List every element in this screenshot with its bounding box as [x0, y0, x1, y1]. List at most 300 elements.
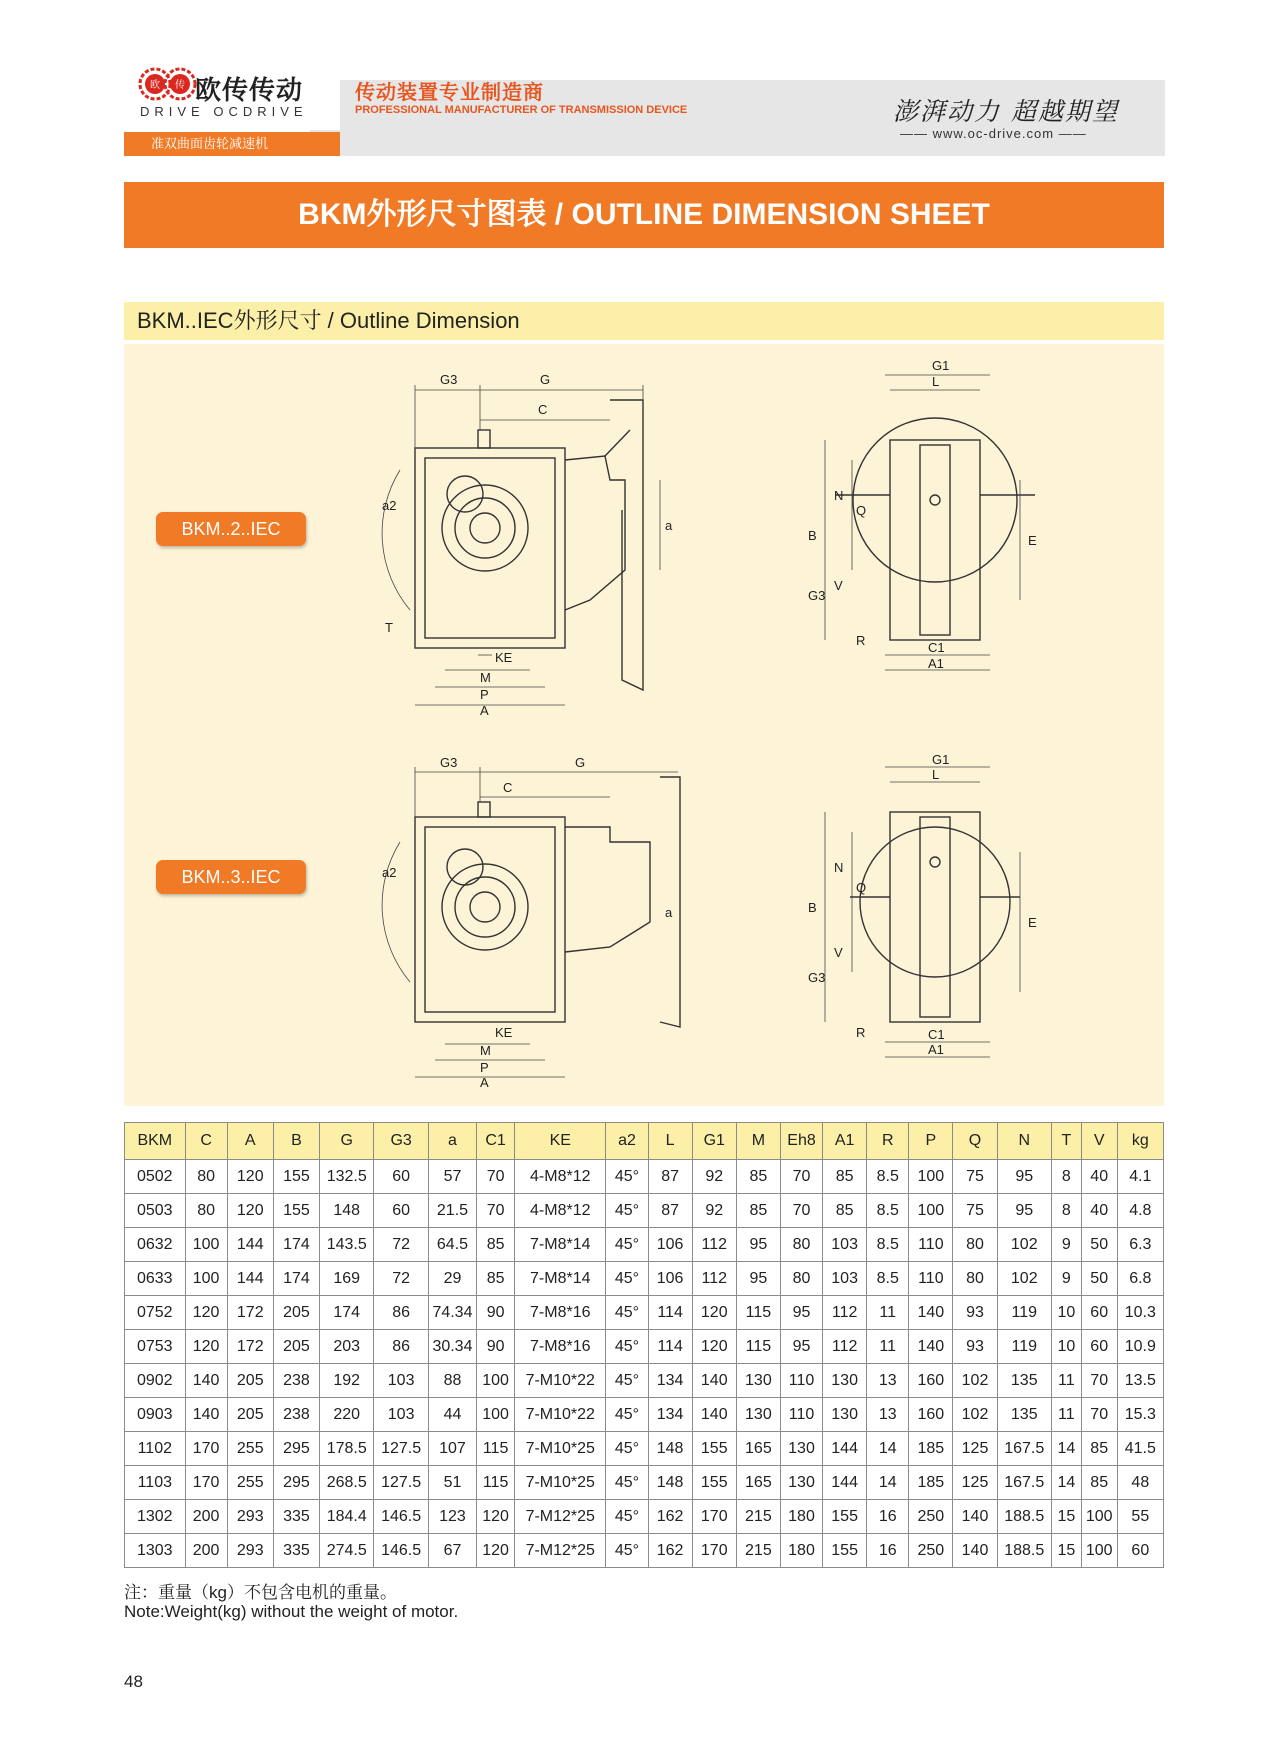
table-cell: 7-M8*14 [515, 1262, 606, 1296]
table-cell: 8 [1051, 1160, 1081, 1194]
table-row [125, 1398, 1164, 1432]
table-cell: 45° [606, 1432, 648, 1466]
column-header: P [909, 1123, 953, 1160]
table-cell: 174 [273, 1228, 319, 1262]
column-header: V [1081, 1123, 1117, 1160]
table-cell: 120 [185, 1296, 227, 1330]
table-cell: 144 [227, 1262, 273, 1296]
table-cell: 238 [273, 1398, 319, 1432]
table-cell: 45° [606, 1160, 648, 1194]
table-cell: 45° [606, 1466, 648, 1500]
table-cell: 155 [273, 1194, 319, 1228]
table-cell: 95 [780, 1296, 822, 1330]
table-cell: 293 [227, 1500, 273, 1534]
table-cell: 29 [428, 1262, 476, 1296]
table-cell: 162 [648, 1500, 692, 1534]
table-cell: 85 [477, 1262, 515, 1296]
end-view-drawing-2 [790, 752, 1070, 1067]
table-cell: 100 [909, 1160, 953, 1194]
table-cell: 135 [997, 1398, 1051, 1432]
table-cell: 67 [428, 1534, 476, 1568]
table-cell: 74.34 [428, 1296, 476, 1330]
note-cn: 注：重量（kg）不包含电机的重量。 [124, 1583, 397, 1602]
column-header: G [320, 1123, 374, 1160]
table-cell: 115 [477, 1432, 515, 1466]
table-cell: 112 [692, 1228, 736, 1262]
table-row [125, 1262, 1164, 1296]
table-cell: 6.8 [1117, 1262, 1163, 1296]
label-t: T [385, 620, 393, 635]
table-cell: 140 [953, 1534, 997, 1568]
page-number: 48 [124, 1672, 143, 1691]
table-cell: 103 [823, 1262, 867, 1296]
table-cell: 119 [997, 1296, 1051, 1330]
table-cell: 250 [909, 1500, 953, 1534]
label-q-2: Q [856, 880, 867, 895]
table-cell: 144 [823, 1466, 867, 1500]
brand-name-cn: 欧传传动 [195, 75, 304, 105]
column-header: a [428, 1123, 476, 1160]
label-a2-2: a2 [382, 865, 397, 880]
table-cell: 205 [227, 1364, 273, 1398]
table-cell: 87 [648, 1194, 692, 1228]
table-cell: 106 [648, 1262, 692, 1296]
table-cell: 132.5 [320, 1160, 374, 1194]
table-cell: 120 [227, 1160, 273, 1194]
table-cell: 125 [953, 1432, 997, 1466]
table-cell: 85 [1081, 1466, 1117, 1500]
table-cell: 250 [909, 1534, 953, 1568]
table-cell: 134 [648, 1364, 692, 1398]
table-cell: 4-M8*12 [515, 1160, 606, 1194]
table-cell: 155 [692, 1432, 736, 1466]
table-cell: 60 [1081, 1330, 1117, 1364]
table-cell: 30.34 [428, 1330, 476, 1364]
table-cell: 146.5 [374, 1500, 428, 1534]
table-cell: 100 [909, 1194, 953, 1228]
table-cell: 11 [1051, 1364, 1081, 1398]
table-cell: 255 [227, 1466, 273, 1500]
table-cell: 120 [185, 1330, 227, 1364]
table-cell: 220 [320, 1398, 374, 1432]
label-g1-2: G1 [932, 752, 950, 767]
table-cell: 1302 [125, 1500, 186, 1534]
dimension-table [124, 1122, 1164, 1568]
note-en: Note:Weight(kg) without the weight of motor. [124, 1602, 459, 1621]
table-cell: 100 [185, 1262, 227, 1296]
table-cell: 85 [823, 1160, 867, 1194]
table-cell: 86 [374, 1330, 428, 1364]
label-c1: C1 [928, 640, 945, 655]
product-tag: 准双曲面齿轮减速机 [124, 132, 340, 156]
table-cell: 119 [997, 1330, 1051, 1364]
table-cell: 146.5 [374, 1534, 428, 1568]
table-cell: 180 [780, 1534, 822, 1568]
table-cell: 70 [1081, 1364, 1117, 1398]
table-cell: 188.5 [997, 1534, 1051, 1568]
table-cell: 7-M8*16 [515, 1296, 606, 1330]
table-cell: 115 [477, 1466, 515, 1500]
table-cell: 45° [606, 1534, 648, 1568]
table-cell: 70 [477, 1160, 515, 1194]
table-cell: 85 [823, 1194, 867, 1228]
table-cell: 120 [477, 1500, 515, 1534]
table-cell: 7-M10*25 [515, 1466, 606, 1500]
table-cell: 335 [273, 1534, 319, 1568]
table-row [125, 1364, 1164, 1398]
table-cell: 155 [273, 1160, 319, 1194]
table-cell: 4.1 [1117, 1160, 1163, 1194]
table-cell: 11 [1051, 1398, 1081, 1432]
table-cell: 0503 [125, 1194, 186, 1228]
table-cell: 44 [428, 1398, 476, 1432]
label-a1: A1 [928, 656, 944, 671]
table-cell: 184.4 [320, 1500, 374, 1534]
table-cell: 140 [909, 1296, 953, 1330]
label-q: Q [856, 503, 867, 518]
table-cell: 102 [997, 1228, 1051, 1262]
table-cell: 72 [374, 1228, 428, 1262]
table-cell: 130 [780, 1466, 822, 1500]
column-header: C1 [477, 1123, 515, 1160]
column-header: T [1051, 1123, 1081, 1160]
table-cell: 70 [1081, 1398, 1117, 1432]
table-cell: 155 [692, 1466, 736, 1500]
table-cell: 0633 [125, 1262, 186, 1296]
table-cell: 75 [953, 1160, 997, 1194]
table-cell: 6.3 [1117, 1228, 1163, 1262]
table-cell: 7-M12*25 [515, 1534, 606, 1568]
table-cell: 8.5 [867, 1228, 909, 1262]
label-ke: KE [495, 650, 513, 665]
table-cell: 130 [823, 1398, 867, 1432]
table-cell: 80 [185, 1160, 227, 1194]
table-cell: 4.8 [1117, 1194, 1163, 1228]
table-row [125, 1534, 1164, 1568]
label-b-2: B [808, 900, 817, 915]
table-cell: 203 [320, 1330, 374, 1364]
table-cell: 100 [477, 1364, 515, 1398]
table-cell: 60 [374, 1194, 428, 1228]
table-cell: 50 [1081, 1228, 1117, 1262]
table-cell: 45° [606, 1500, 648, 1534]
label-c: C [538, 402, 548, 417]
table-cell: 120 [692, 1330, 736, 1364]
table-cell: 85 [1081, 1432, 1117, 1466]
table-cell: 255 [227, 1432, 273, 1466]
table-row [125, 1500, 1164, 1534]
table-cell: 205 [273, 1330, 319, 1364]
label-e-2: E [1028, 915, 1037, 930]
table-cell: 8 [1051, 1194, 1081, 1228]
table-cell: 72 [374, 1262, 428, 1296]
table-cell: 48 [1117, 1466, 1163, 1500]
table-cell: 87 [648, 1160, 692, 1194]
label-a2: a2 [382, 498, 397, 513]
table-cell: 140 [692, 1364, 736, 1398]
table-cell: 80 [780, 1262, 822, 1296]
table-cell: 155 [823, 1500, 867, 1534]
table-cell: 80 [953, 1262, 997, 1296]
table-cell: 127.5 [374, 1432, 428, 1466]
column-header: R [867, 1123, 909, 1160]
column-header: C [185, 1123, 227, 1160]
column-header: A [227, 1123, 273, 1160]
table-cell: 86 [374, 1296, 428, 1330]
table-cell: 110 [909, 1262, 953, 1296]
table-cell: 110 [780, 1398, 822, 1432]
table-cell: 13.5 [1117, 1364, 1163, 1398]
company-logo [138, 66, 200, 102]
table-cell: 10.3 [1117, 1296, 1163, 1330]
table-cell: 60 [374, 1160, 428, 1194]
table-cell: 205 [227, 1398, 273, 1432]
table-cell: 160 [909, 1398, 953, 1432]
label-c1-2: C1 [928, 1027, 945, 1042]
table-cell: 120 [477, 1534, 515, 1568]
table-cell: 130 [736, 1364, 780, 1398]
label-a-2: a [665, 905, 673, 920]
table-cell: 40 [1081, 1194, 1117, 1228]
table-cell: 112 [692, 1262, 736, 1296]
table-cell: 100 [1081, 1500, 1117, 1534]
column-header: BKM [125, 1123, 186, 1160]
table-cell: 10 [1051, 1296, 1081, 1330]
label-b: B [808, 528, 817, 543]
logo-badge-right: 传 [175, 80, 185, 91]
label-g3-end-2: G3 [808, 970, 826, 985]
table-row [125, 1432, 1164, 1466]
table-cell: 102 [953, 1398, 997, 1432]
table-cell: 45° [606, 1398, 648, 1432]
table-cell: 45° [606, 1228, 648, 1262]
table-cell: 88 [428, 1364, 476, 1398]
table-cell: 45° [606, 1296, 648, 1330]
table-cell: 0753 [125, 1330, 186, 1364]
table-cell: 13 [867, 1364, 909, 1398]
column-header: KE [515, 1123, 606, 1160]
side-view-drawing-2 [360, 752, 680, 1090]
table-cell: 0502 [125, 1160, 186, 1194]
table-cell: 125 [953, 1466, 997, 1500]
table-cell: 174 [320, 1296, 374, 1330]
column-header: A1 [823, 1123, 867, 1160]
table-cell: 205 [273, 1296, 319, 1330]
table-cell: 140 [185, 1398, 227, 1432]
table-cell: 172 [227, 1296, 273, 1330]
label-g1: G1 [932, 358, 950, 373]
table-cell: 170 [185, 1432, 227, 1466]
table-cell: 169 [320, 1262, 374, 1296]
label-v: V [834, 578, 843, 593]
table-cell: 45° [606, 1262, 648, 1296]
table-cell: 70 [477, 1194, 515, 1228]
label-r: R [856, 633, 866, 648]
table-cell: 140 [909, 1330, 953, 1364]
label-g-2: G [575, 755, 586, 770]
table-cell: 215 [736, 1500, 780, 1534]
table-cell: 70 [780, 1160, 822, 1194]
table-cell: 293 [227, 1534, 273, 1568]
table-cell: 335 [273, 1500, 319, 1534]
table-cell: 92 [692, 1194, 736, 1228]
table-cell: 115 [736, 1330, 780, 1364]
table-cell: 180 [780, 1500, 822, 1534]
side-view-drawing-1 [360, 360, 680, 718]
label-c-2: C [503, 780, 513, 795]
label-g: G [540, 372, 551, 387]
label-r-2: R [856, 1025, 866, 1040]
table-cell: 102 [953, 1364, 997, 1398]
table-cell: 0632 [125, 1228, 186, 1262]
table-cell: 106 [648, 1228, 692, 1262]
table-cell: 8.5 [867, 1262, 909, 1296]
table-cell: 40 [1081, 1160, 1117, 1194]
table-cell: 70 [780, 1194, 822, 1228]
table-cell: 95 [736, 1262, 780, 1296]
table-cell: 112 [823, 1296, 867, 1330]
table-cell: 120 [692, 1296, 736, 1330]
table-cell: 167.5 [997, 1466, 1051, 1500]
table-cell: 160 [909, 1364, 953, 1398]
table-cell: 7-M10*25 [515, 1432, 606, 1466]
table-cell: 112 [823, 1330, 867, 1364]
table-cell: 7-M8*14 [515, 1228, 606, 1262]
table-row [125, 1296, 1164, 1330]
column-header: N [997, 1123, 1051, 1160]
table-cell: 80 [953, 1228, 997, 1262]
column-header: L [648, 1123, 692, 1160]
table-cell: 107 [428, 1432, 476, 1466]
label-g3: G3 [440, 372, 458, 387]
table-cell: 64.5 [428, 1228, 476, 1262]
table-cell: 295 [273, 1432, 319, 1466]
table-cell: 80 [780, 1228, 822, 1262]
table-cell: 188.5 [997, 1500, 1051, 1534]
table-cell: 102 [997, 1262, 1051, 1296]
table-cell: 7-M12*25 [515, 1500, 606, 1534]
table-cell: 170 [692, 1500, 736, 1534]
model-label-bkm3: BKM..3..IEC [156, 860, 306, 894]
brand-name-en: DRIVE OCDRIVE [140, 104, 308, 119]
table-cell: 85 [477, 1228, 515, 1262]
table-cell: 120 [227, 1194, 273, 1228]
table-cell: 21.5 [428, 1194, 476, 1228]
table-cell: 60 [1081, 1296, 1117, 1330]
table-cell: 50 [1081, 1262, 1117, 1296]
table-row [125, 1466, 1164, 1500]
label-l: L [932, 374, 940, 389]
table-cell: 174 [273, 1262, 319, 1296]
table-cell: 93 [953, 1296, 997, 1330]
label-a-width: A [480, 703, 489, 718]
table-cell: 148 [648, 1466, 692, 1500]
table-cell: 85 [736, 1160, 780, 1194]
table-cell: 93 [953, 1330, 997, 1364]
table-cell: 16 [867, 1500, 909, 1534]
table-cell: 90 [477, 1296, 515, 1330]
table-cell: 51 [428, 1466, 476, 1500]
table-cell: 0752 [125, 1296, 186, 1330]
end-view-drawing-1 [790, 350, 1070, 680]
table-cell: 15 [1051, 1500, 1081, 1534]
table-cell: 85 [736, 1194, 780, 1228]
table-cell: 75 [953, 1194, 997, 1228]
table-cell: 1303 [125, 1534, 186, 1568]
table-cell: 148 [648, 1432, 692, 1466]
table-cell: 144 [227, 1228, 273, 1262]
table-cell: 57 [428, 1160, 476, 1194]
label-g3-2: G3 [440, 755, 458, 770]
slogan: 澎湃动力 超越期望 [893, 97, 1119, 126]
column-header: a2 [606, 1123, 648, 1160]
table-cell: 140 [953, 1500, 997, 1534]
table-cell: 15.3 [1117, 1398, 1163, 1432]
label-l-2: L [932, 767, 940, 782]
table-cell: 170 [692, 1534, 736, 1568]
table-cell: 1103 [125, 1466, 186, 1500]
table-cell: 115 [736, 1296, 780, 1330]
label-n-2: N [834, 860, 844, 875]
table-cell: 165 [736, 1466, 780, 1500]
table-cell: 92 [692, 1160, 736, 1194]
column-header: M [736, 1123, 780, 1160]
table-cell: 9 [1051, 1228, 1081, 1262]
table-cell: 100 [185, 1228, 227, 1262]
table-cell: 130 [823, 1364, 867, 1398]
page-title: BKM外形尺寸图表 / OUTLINE DIMENSION SHEET [124, 182, 1164, 248]
table-cell: 16 [867, 1534, 909, 1568]
table-cell: 45° [606, 1194, 648, 1228]
label-ke-2: KE [495, 1025, 513, 1040]
table-cell: 14 [867, 1432, 909, 1466]
table-row [125, 1194, 1164, 1228]
table-cell: 215 [736, 1534, 780, 1568]
tagline-cn: 传动装置专业制造商 [355, 82, 544, 104]
column-header: G3 [374, 1123, 428, 1160]
table-cell: 11 [867, 1330, 909, 1364]
table-cell: 13 [867, 1398, 909, 1432]
table-row [125, 1228, 1164, 1262]
table-cell: 0902 [125, 1364, 186, 1398]
table-cell: 103 [374, 1364, 428, 1398]
table-cell: 110 [780, 1364, 822, 1398]
table-cell: 95 [997, 1160, 1051, 1194]
table-row [125, 1330, 1164, 1364]
table-header-row [125, 1123, 1164, 1160]
logo-badge-left: 欧 [150, 80, 160, 91]
table-cell: 114 [648, 1330, 692, 1364]
table-cell: 134 [648, 1398, 692, 1432]
table-cell: 185 [909, 1432, 953, 1466]
table-cell: 155 [823, 1534, 867, 1568]
table-cell: 4-M8*12 [515, 1194, 606, 1228]
table-cell: 9 [1051, 1262, 1081, 1296]
table-cell: 95 [997, 1194, 1051, 1228]
model-label-bkm2: BKM..2..IEC [156, 512, 306, 546]
label-m: M [480, 670, 491, 685]
table-cell: 10 [1051, 1330, 1081, 1364]
tagline-en: PROFESSIONAL MANUFACTURER OF TRANSMISSION DEVICE [355, 104, 688, 116]
table-cell: 7-M10*22 [515, 1364, 606, 1398]
table-cell: 1102 [125, 1432, 186, 1466]
label-g3-end: G3 [808, 588, 826, 603]
column-header: Q [953, 1123, 997, 1160]
table-cell: 167.5 [997, 1432, 1051, 1466]
table-cell: 95 [736, 1228, 780, 1262]
table-cell: 100 [477, 1398, 515, 1432]
table-cell: 14 [867, 1466, 909, 1500]
